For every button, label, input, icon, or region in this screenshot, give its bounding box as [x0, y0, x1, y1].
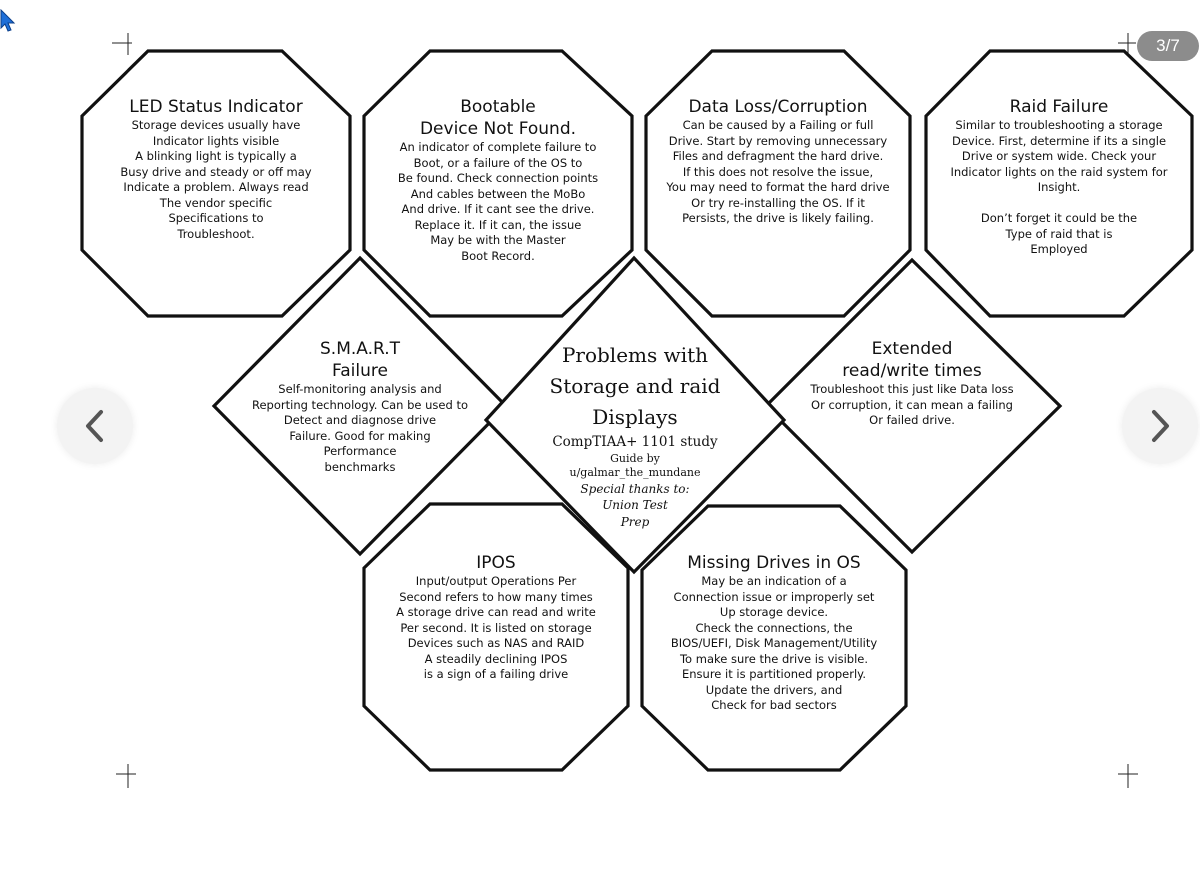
card-missing-body: May be an indication of a Connection issue or improperly set Up storage device. Check the connections, the BIOS/UEFI, Disk Management/Utility To make sure the drive is visible. Ensure it is partitioned properly. Update the drivers, and Check for bad sectors — [670, 574, 878, 713]
center-line3: Special thanks to: Union Test Prep — [580, 482, 690, 529]
card-missing — [646, 552, 902, 714]
card-dataloss — [646, 96, 910, 227]
card-smart-title: S.M.A.R.T Failure — [320, 339, 400, 382]
previous-button[interactable] — [57, 388, 133, 464]
card-bootable — [372, 96, 624, 264]
center-line1: CompTIAA+ 1101 study — [552, 434, 718, 450]
card-smart-body: Self-monitoring analysis and Reporting technology. Can be used to Detect and diagnose drive Failure. Good for making Performance benchmarks — [252, 382, 468, 474]
card-extended-body: Troubleshoot this just like Data loss Or corruption, it can mean a failing Or failed drive. — [810, 382, 1014, 428]
card-led — [92, 96, 340, 242]
mouse-pointer-icon — [0, 9, 16, 33]
card-bootable-title: Bootable Device Not Found. — [419, 97, 577, 140]
card-missing-title: Missing Drives in OS — [687, 553, 861, 573]
slide-counter: 3/7 — [1137, 31, 1199, 61]
card-center — [520, 340, 750, 530]
card-dataloss-body: Can be caused by a Failing or full Drive. Start by removing unnecessary Files and defragment the hard drive. If this does not resolve the issue, You may need to format the hard drive Or try re-installing the OS. If it Persists, the drive is likely failing. — [666, 118, 890, 226]
card-led-body: Storage devices usually have Indicator lights visible A blinking light is typically a Busy drive and steady or off may Indicate a problem. Always read The vendor specific Specifications to Troubleshoot. — [120, 118, 312, 241]
chevron-left-icon — [82, 408, 108, 444]
card-raid — [930, 96, 1188, 258]
next-button[interactable] — [1122, 388, 1198, 464]
center-title: Problems with Storage and raid Displays — [549, 343, 721, 429]
card-extended-title: Extended read/write times — [842, 339, 982, 382]
card-smart — [230, 338, 490, 475]
card-led-title: LED Status Indicator — [129, 97, 303, 117]
card-ipos-title: IPOS — [476, 553, 516, 573]
card-bootable-body: An indicator of complete failure to Boot, or a failure of the OS to Be found. Check connection points And cables between the MoBo And drive. If it cant see the drive. Replace it. If it can, the issue May be with the Master Boot Record. — [397, 140, 599, 263]
card-dataloss-title: Data Loss/Corruption — [688, 97, 868, 117]
chevron-right-icon — [1147, 408, 1173, 444]
card-raid-body: Similar to troubleshooting a storage Device. First, determine if its a single Drive or system wide. Check your Indicator lights on the raid system for Insight. Don’t forget it could be the Type of raid that is Employed — [950, 118, 1168, 257]
card-ipos — [370, 552, 622, 683]
center-line2: Guide by u/galmar_the_mundane — [569, 451, 701, 480]
card-extended — [786, 338, 1038, 429]
card-raid-title: Raid Failure — [1009, 97, 1109, 117]
card-ipos-body: Input/output Operations Per Second refers to how many times A storage drive can read and write Per second. It is listed on storage Devices such as NAS and RAID A steadily declining IPOS is a sign of a failing drive — [396, 574, 596, 682]
